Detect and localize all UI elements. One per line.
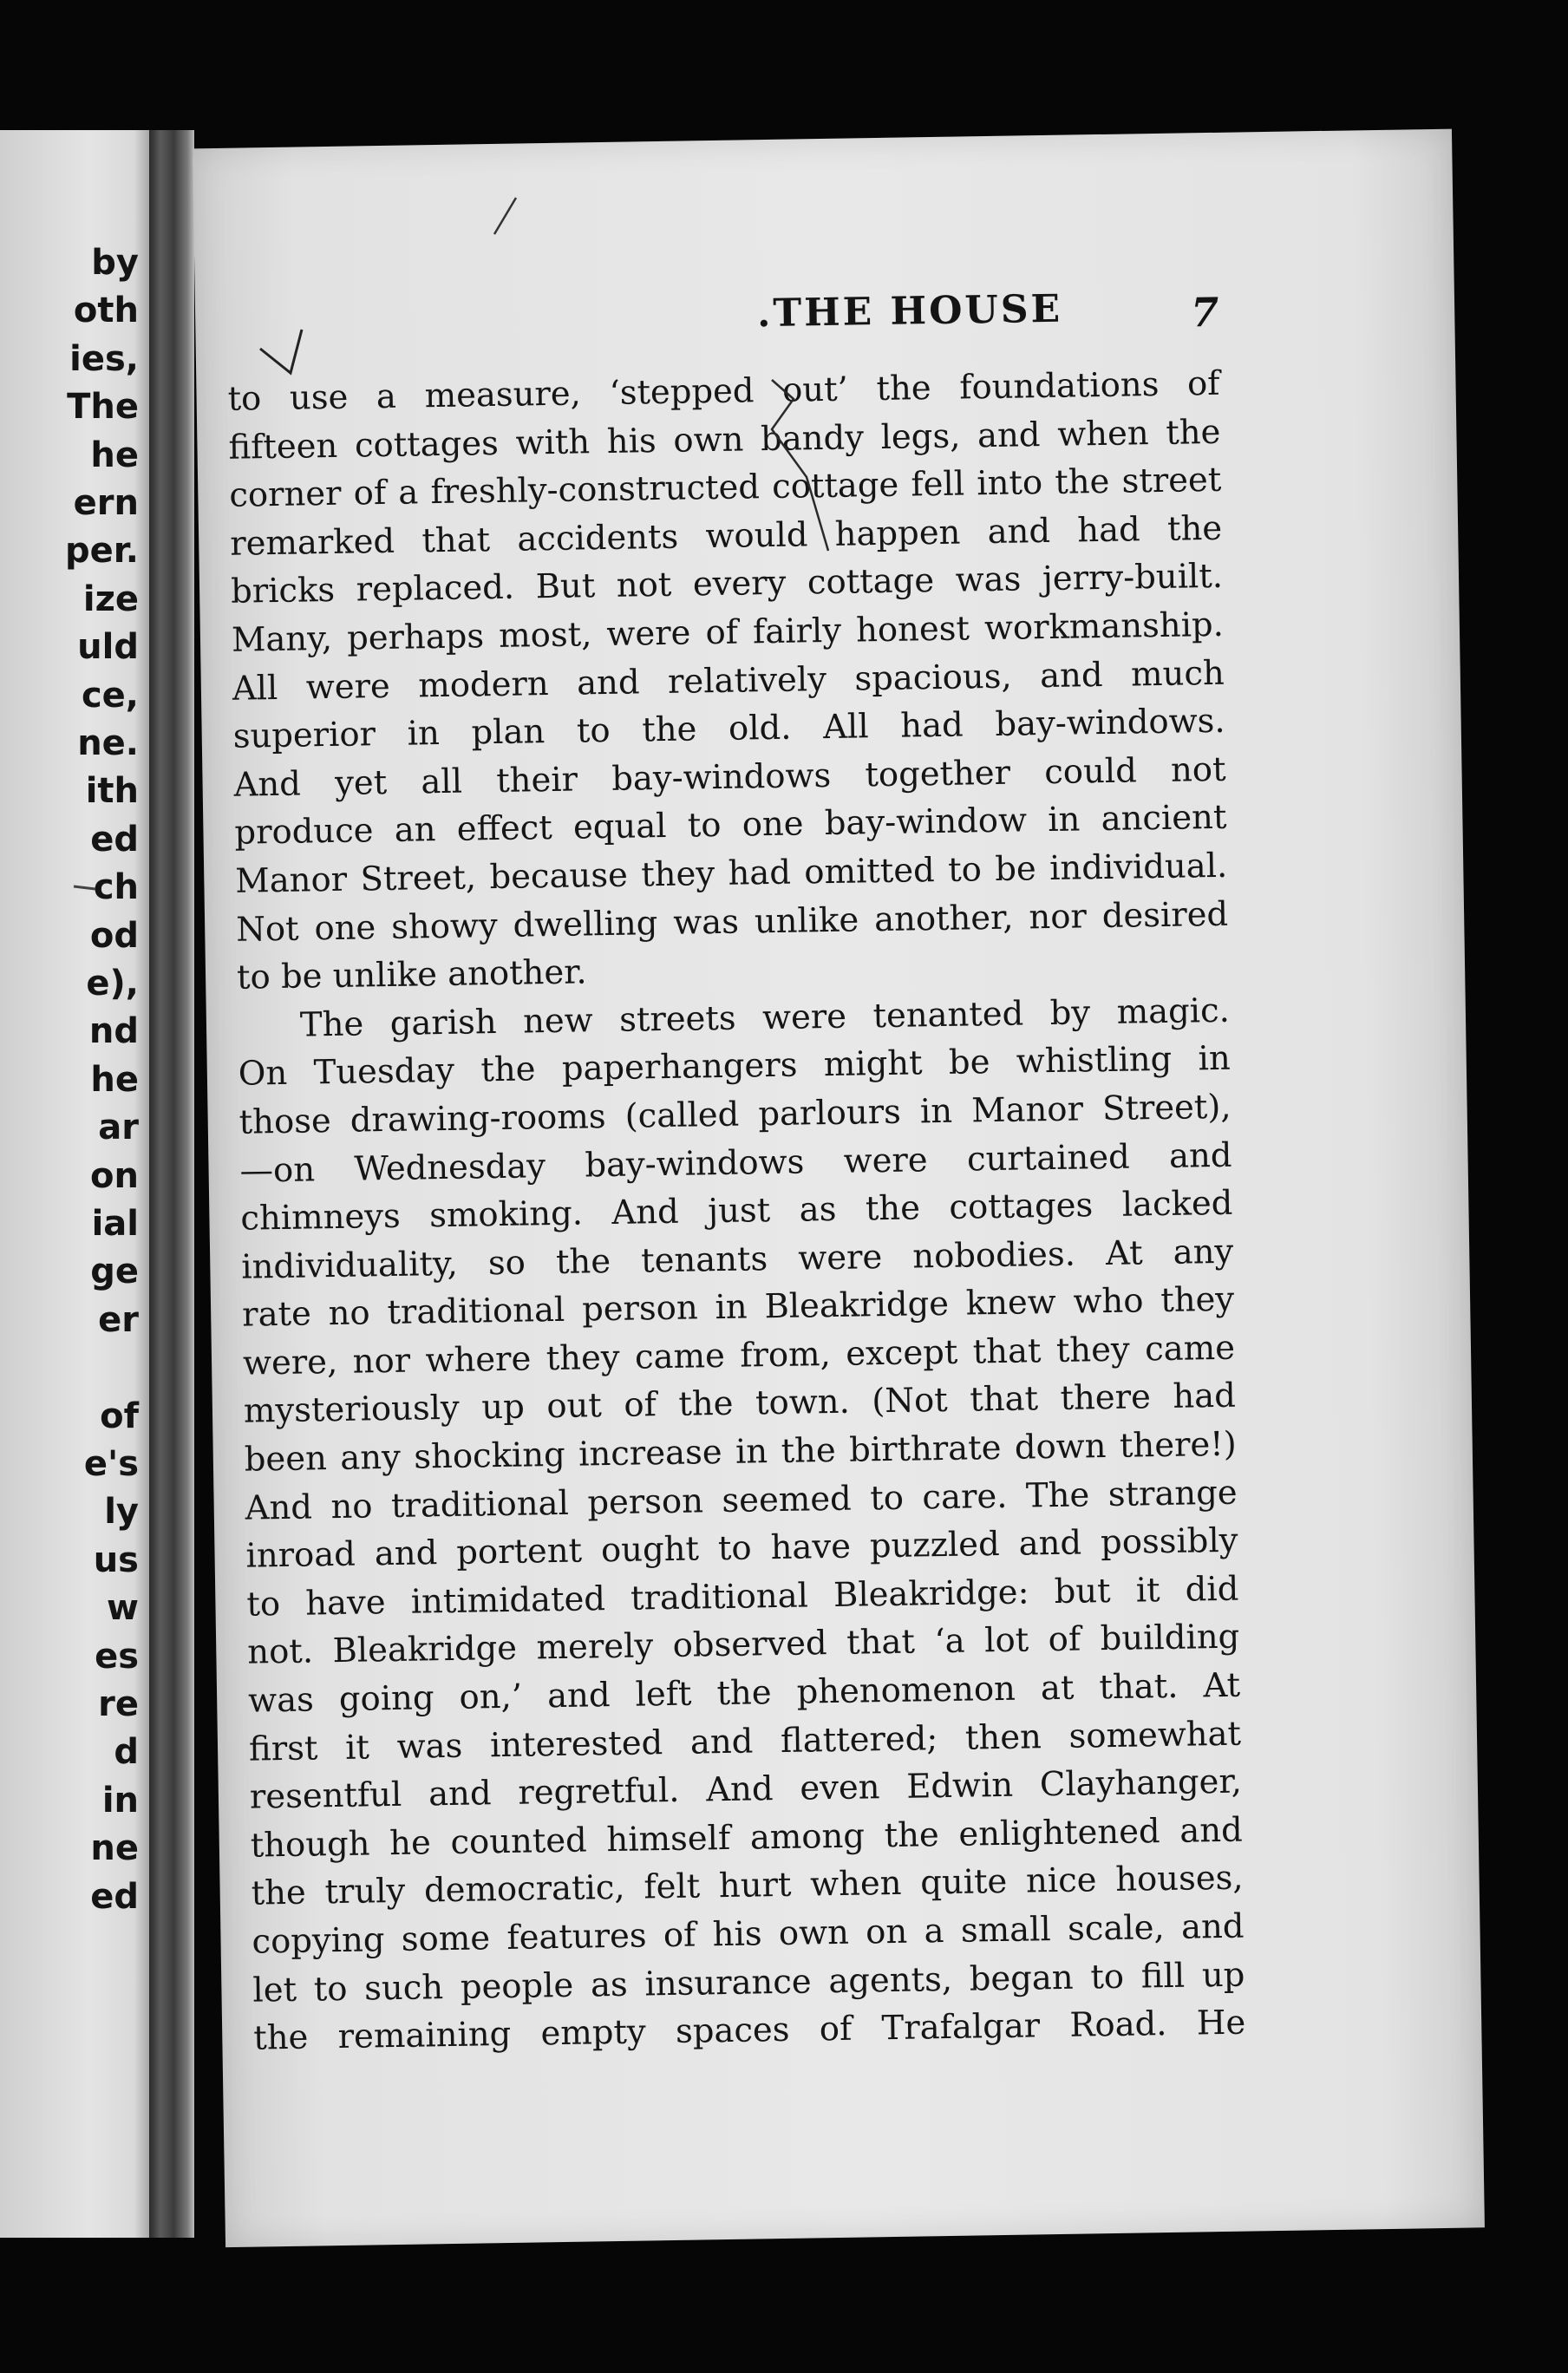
page-number: 7: [1190, 288, 1219, 337]
paragraph: [238, 986, 1246, 2062]
edge-text-fragment: e's: [83, 1444, 139, 1484]
text-line: inroad and portent ought to have puzzled and possibly: [245, 1520, 1238, 1576]
edge-text-fragment: by: [91, 243, 139, 283]
edge-text-fragment: ge: [90, 1252, 139, 1292]
text-line: to be unlike another.: [236, 952, 587, 997]
book-page: [193, 129, 1485, 2248]
text-line: —on Wednesday bay-windows were curtained and: [239, 1135, 1232, 1191]
edge-text-fragment: per.: [65, 531, 139, 572]
edge-text-fragment: ial: [91, 1204, 139, 1244]
text-line: corner of a freshly-constructed cottage fell into the street: [229, 461, 1222, 515]
previous-page-edge: [0, 130, 149, 2238]
text-line: not. Bleakridge merely observed that ‘a lot of building: [246, 1618, 1240, 1673]
text-line: remarked that accidents would happen and had the: [229, 508, 1223, 564]
text-line: those drawing-rooms (called parlours in Manor Street),: [238, 1087, 1232, 1142]
edge-text-fragment: ar: [98, 1108, 139, 1148]
edge-text-fragment: ly: [104, 1492, 139, 1533]
text-line: chimneys smoking. And just as the cottages lacked: [240, 1183, 1233, 1239]
text-line: bricks replaced. But not every cottage was jerry-built.: [230, 557, 1224, 612]
edge-text-fragment: ne.: [77, 723, 139, 763]
text-line: was going on,’ and left the phenomenon at that. At: [247, 1665, 1241, 1721]
text-line: Not one showy dwelling was unlike another, nor desired: [235, 894, 1229, 950]
edge-text-fragment: on: [90, 1155, 139, 1196]
edge-text-fragment: od: [89, 915, 139, 956]
paragraph: [227, 360, 1229, 1003]
text-line: individuality, so the tenants were nobodies. At any: [240, 1232, 1234, 1287]
text-line: rate no traditional person in Bleakridge knew who they: [241, 1279, 1235, 1335]
text-line: The garish new streets were tenanted by magic.: [299, 990, 1231, 1045]
edge-text-fragment: ed: [90, 819, 139, 860]
edge-text-fragment: ith: [85, 771, 139, 812]
edge-text-fragment: ize: [82, 579, 139, 619]
edge-text-fragment: of: [100, 1396, 139, 1436]
text-line: produce an effect equal to one bay-window in ancient: [234, 798, 1227, 853]
edge-text-fragment: in: [101, 1780, 139, 1821]
text-line: resentful and regretful. And even Edwin Clayhanger,: [249, 1762, 1243, 1817]
text-line: copying some features of his own on a small scale, and: [252, 1906, 1245, 1962]
edge-text-fragment: The: [67, 387, 139, 428]
edge-text-fragment: es: [95, 1636, 139, 1677]
text-line: superior in plan to the old. All had bay-windows.: [232, 701, 1225, 756]
text-line: the truly democratic, felt hurt when quite nice houses,: [251, 1859, 1244, 1913]
edge-text-fragment: oth: [73, 291, 139, 331]
edge-text-fragment: uld: [77, 627, 139, 668]
running-head: .THE HOUSE: [756, 286, 1063, 337]
text-line: All were modern and relatively spacious, and much: [232, 653, 1225, 709]
edge-text-fragment: ch: [93, 867, 139, 908]
text-line: Many, perhaps most, were of fairly honest workmanship.: [231, 605, 1225, 660]
text-line: to use a measure, ‘stepped out’ the foundations of: [227, 363, 1220, 419]
book-gutter: [149, 130, 194, 2238]
edge-text-fragment: re: [98, 1684, 139, 1724]
edge-text-fragment: ies,: [69, 338, 139, 379]
edge-text-fragment: d: [114, 1732, 139, 1773]
edge-text-fragment: us: [93, 1540, 139, 1580]
text-line: And no traditional person seemed to care. The strange: [245, 1473, 1238, 1528]
text-line: let to such people as insurance agents, began to fill up: [252, 1955, 1245, 2010]
edge-text-fragment: he: [90, 1059, 139, 1100]
text-line: to have intimidated traditional Bleakridge: but it did: [246, 1569, 1239, 1624]
text-line: And yet all their bay-windows together could not: [233, 749, 1226, 805]
edge-text-fragment: ern: [73, 483, 139, 523]
body-text: [227, 360, 1245, 2063]
edge-text-fragment: ed: [90, 1876, 139, 1917]
edge-text-fragment: he: [90, 435, 139, 475]
text-line: though he counted himself among the enlightened and: [250, 1810, 1244, 1866]
edge-text-fragment: e),: [86, 964, 139, 1003]
text-line: fifteen cottages with his own bandy legs, and when the: [228, 412, 1221, 467]
edge-text-fragment: w: [107, 1588, 139, 1629]
text-line: been any shocking increase in the birthrate down there!): [244, 1424, 1238, 1480]
edge-text-fragment: ce,: [81, 675, 139, 716]
text-line: were, nor where they came from, except that they came: [242, 1328, 1236, 1383]
text-line: mysteriously up out of the town. (Not that there had: [243, 1376, 1237, 1432]
edge-text-fragment: ne: [90, 1828, 139, 1869]
text-line: first it was interested and flattered; then somewhat: [248, 1714, 1242, 1769]
text-line: Manor Street, because they had omitted to be individual.: [235, 846, 1228, 901]
edge-text-fragment: nd: [88, 1011, 139, 1052]
text-line: the remaining empty spaces of Trafalgar Road. He: [252, 2003, 1246, 2058]
text-line: On Tuesday the paperhangers might be whistling in: [238, 1039, 1232, 1095]
edge-text-fragment: er: [98, 1299, 139, 1340]
